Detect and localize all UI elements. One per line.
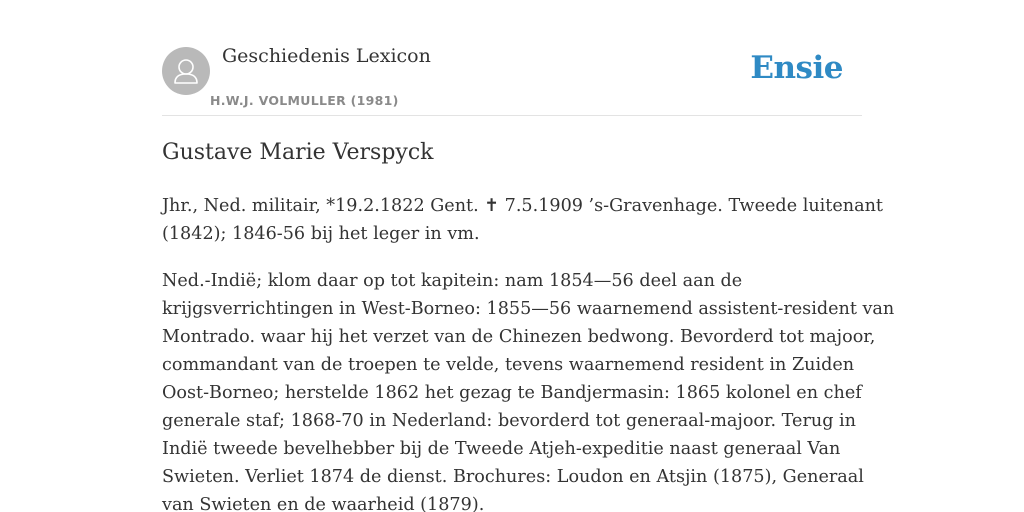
user-avatar-icon — [162, 47, 210, 95]
text-line: Oost-Borneo; herstelde 1862 het gezag te Bandjermasin: 1865 kolonel en chef — [162, 383, 862, 403]
text-line: van Swieten en de waarheid (1879). — [162, 495, 485, 512]
source-title[interactable]: Geschiedenis Lexicon — [222, 45, 431, 67]
paragraph — [162, 192, 883, 248]
paragraph — [162, 267, 895, 512]
text-line: Indië tweede bevelhebber bij de Tweede Atjeh-expeditie naast generaal Van — [162, 439, 841, 459]
ensie-logo[interactable]: Ensie — [750, 50, 843, 86]
text-line: Ned.-Indië; klom daar op tot kapitein: nam 1854—56 deel aan de — [162, 271, 743, 291]
text-line: Jhr., Ned. militair, *19.2.1822 Gent. ✝ 7.5.1909 ’s-Gravenhage. Tweede luitenant — [162, 196, 883, 216]
article-title: Gustave Marie Verspyck — [162, 140, 434, 165]
text-line: krijgsverrichtingen in West-Borneo: 1855—56 waarnemend assistent-resident van — [162, 299, 895, 319]
text-line: Montrado. waar hij het verzet van de Chinezen bedwong. Bevorderd tot majoor, — [162, 327, 876, 347]
text-line: Swieten. Verliet 1874 de dienst. Brochures: Loudon en Atsjin (1875), Generaal — [162, 467, 864, 487]
text-line: generale staf; 1868-70 in Nederland: bevorderd tot generaal-majoor. Terug in — [162, 411, 857, 431]
source-author[interactable]: H.W.J. VOLMULLER (1981) — [210, 93, 399, 108]
text-line: commandant van de troepen te velde, tevens waarnemend resident in Zuiden — [162, 355, 855, 375]
text-line: (1842); 1846-56 bij het leger in vm. — [162, 224, 480, 244]
article-body — [162, 192, 895, 512]
source-header — [162, 0, 862, 116]
